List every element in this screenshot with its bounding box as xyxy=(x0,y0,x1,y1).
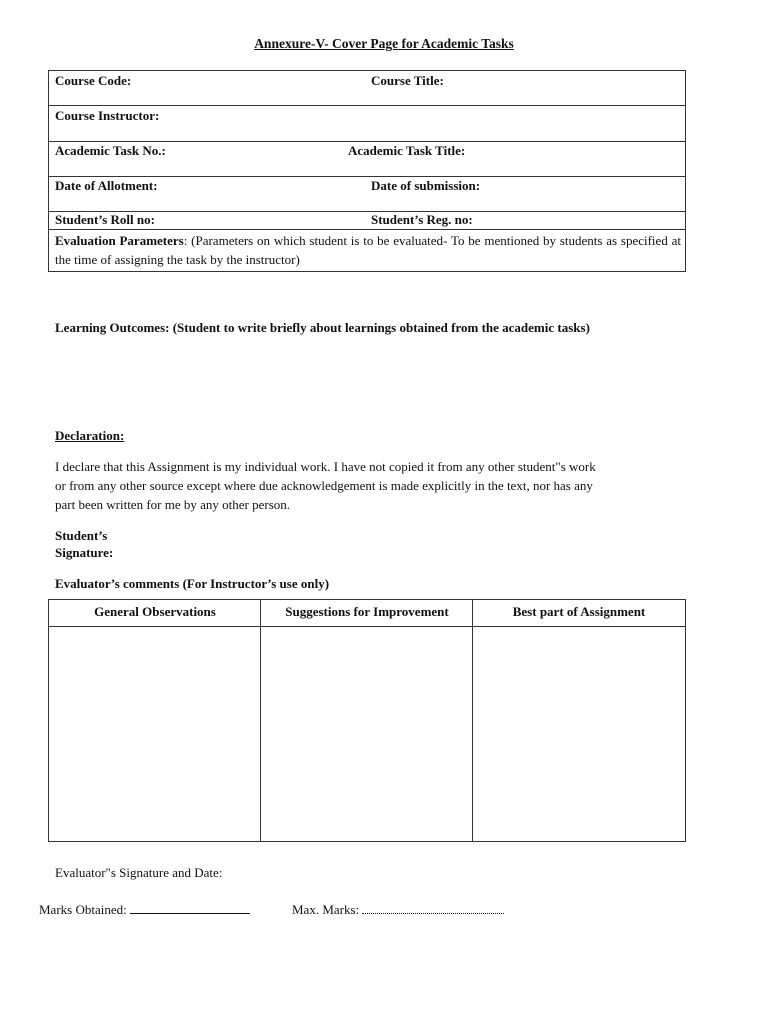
declaration-line-3: part been written for me by any other person. xyxy=(55,497,291,512)
course-title-label: Course Title: xyxy=(371,73,444,88)
table-row xyxy=(49,106,685,142)
course-instructor-label: Course Instructor: xyxy=(55,108,160,123)
header-best-part-of-assignment: Best part of Assignment xyxy=(512,604,646,619)
page-title: Annexure-V- Cover Page for Academic Tasks xyxy=(254,36,514,51)
table-header-row xyxy=(49,600,685,627)
declaration-line-1: I declare that this Assignment is my individual work. I have not copied it from any other student"s work xyxy=(55,459,596,474)
max-marks-label: Max. Marks: xyxy=(292,902,360,917)
student-roll-no-label: Student’s Roll no: xyxy=(55,212,155,227)
table-row xyxy=(49,142,685,177)
task-info-table xyxy=(48,70,686,272)
max-marks-blank[interactable] xyxy=(362,901,504,914)
date-of-submission-label: Date of submission: xyxy=(371,178,481,193)
marks-obtained-field xyxy=(39,900,250,919)
student-signature-label-2: Signature: xyxy=(55,545,114,560)
academic-task-no-label: Academic Task No.: xyxy=(55,143,166,158)
date-of-allotment-label: Date of Allotment: xyxy=(55,178,158,193)
suggestions-cell[interactable] xyxy=(261,627,472,841)
evaluator-signature-label: Evaluator"s Signature and Date: xyxy=(55,865,223,880)
table-row xyxy=(49,71,685,106)
student-reg-no-label: Student’s Reg. no: xyxy=(371,212,473,227)
table-row xyxy=(49,177,685,212)
evaluator-comments-table xyxy=(48,599,686,842)
marks-obtained-blank[interactable] xyxy=(130,901,250,914)
header-general-observations: General Observations xyxy=(94,604,216,619)
declaration-heading: Declaration: xyxy=(55,428,125,443)
evaluator-comments-heading: Evaluator’s comments (For Instructor’s use only) xyxy=(55,576,330,591)
evaluation-parameters-text: : (Parameters on which student is to be evaluated- To be mentioned by students as specified at the time of assigning the task by the instructor) xyxy=(55,233,682,267)
evaluation-parameters xyxy=(55,231,681,269)
header-suggestions-for-improvement: Suggestions for Improvement xyxy=(285,604,449,619)
general-observations-cell[interactable] xyxy=(49,627,260,841)
learning-outcomes-heading: Learning Outcomes: (Student to write briefly about learnings obtained from the academic tasks) xyxy=(55,320,590,335)
declaration-line-2: or from any other source except where due acknowledgement is made explicitly in the text, nor has any xyxy=(55,478,593,493)
course-code-label: Course Code: xyxy=(55,73,132,88)
max-marks-field xyxy=(292,900,504,919)
academic-task-title-label: Academic Task Title: xyxy=(348,143,466,158)
table-row xyxy=(49,212,685,230)
evaluation-parameters-label: Evaluation Parameters xyxy=(55,233,184,248)
student-signature-label-1: Student’s xyxy=(55,528,108,543)
marks-obtained-label: Marks Obtained: xyxy=(39,902,127,917)
best-part-cell[interactable] xyxy=(473,627,685,841)
